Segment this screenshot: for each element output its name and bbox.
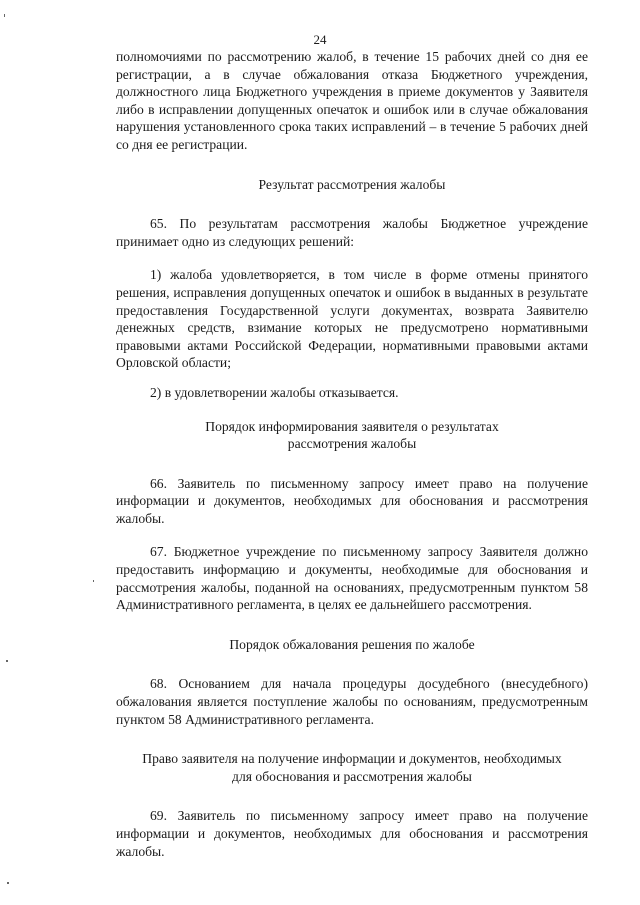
section-heading-rights-line1: Право заявителя на получение информации и документов, необходимых <box>142 751 562 767</box>
section-heading-informing-line2: рассмотрения жалобы <box>287 436 417 452</box>
scan-speck <box>6 660 8 662</box>
paragraph-67: 67. Бюджетное учреждение по письменному запросу Заявителя должно предоставить информацию и документы, необходимые для обоснования и рассмотрения жалобы, поданной на основаниях, предусмотренным пунктом 58 Административного регламента, в целях ее дальнейшего рассмотрения. <box>116 544 588 613</box>
page-number: 24 <box>313 32 327 47</box>
paragraph-65-item-2: 2) в удовлетворении жалобы отказывается. <box>150 384 399 400</box>
section-heading-appeal: Порядок обжалования решения по жалобе <box>229 636 475 652</box>
section-heading-informing-line1: Порядок информирования заявителя о результатах <box>205 418 499 434</box>
scan-speck <box>4 14 5 17</box>
scan-speck <box>7 882 9 884</box>
paragraph-66: 66. Заявитель по письменному запросу имеет право на получение информации и документов, необходимых для обоснования и рассмотрения жалобы. <box>116 475 588 526</box>
section-heading-rights-line2: для обоснования и рассмотрения жалобы <box>232 768 472 784</box>
paragraph-continuation: полномочиями по рассмотрению жалоб, в течение 15 рабочих дней со дня ее регистрации, а в случае обжалования отказа Бюджетного учреждения, должностного лица Бюджетного учреждения в приеме документов у Заявителя либо в исправлении допущенных опечаток и ошибок или в случае обжалования нарушения установленного срока таких исправлений – в течение 5 рабочих дней со дня ее регистрации. <box>116 49 588 152</box>
paragraph-69: 69. Заявитель по письменному запросу имеет право на получение информации и документов, необходимых для обоснования и рассмотрения жалобы. <box>116 808 588 859</box>
document-body <box>116 48 588 860</box>
section-heading-result: Результат рассмотрения жалобы <box>258 176 446 192</box>
paragraph-68: 68. Основанием для начала процедуры досудебного (внесудебного) обжалования является поступление жалобы по основаниям, предусмотренным пунктом 58 Административного регламента. <box>116 676 588 727</box>
scan-speck <box>93 580 94 582</box>
paragraph-65: 65. По результатам рассмотрения жалобы Бюджетное учреждение принимает одно из следующих решений: <box>116 216 588 249</box>
paragraph-65-item-1: 1) жалоба удовлетворяется, в том числе в форме отмены принятого решения, исправления допущенных опечаток и ошибок в выданных в результате предоставления Государственной услуги документах, возврата Заявителю денежных средств, взимание которых не предусмотрено нормативными правовыми актами Российской Федерации, нормативными правовыми актами Орловской области; <box>116 267 588 371</box>
